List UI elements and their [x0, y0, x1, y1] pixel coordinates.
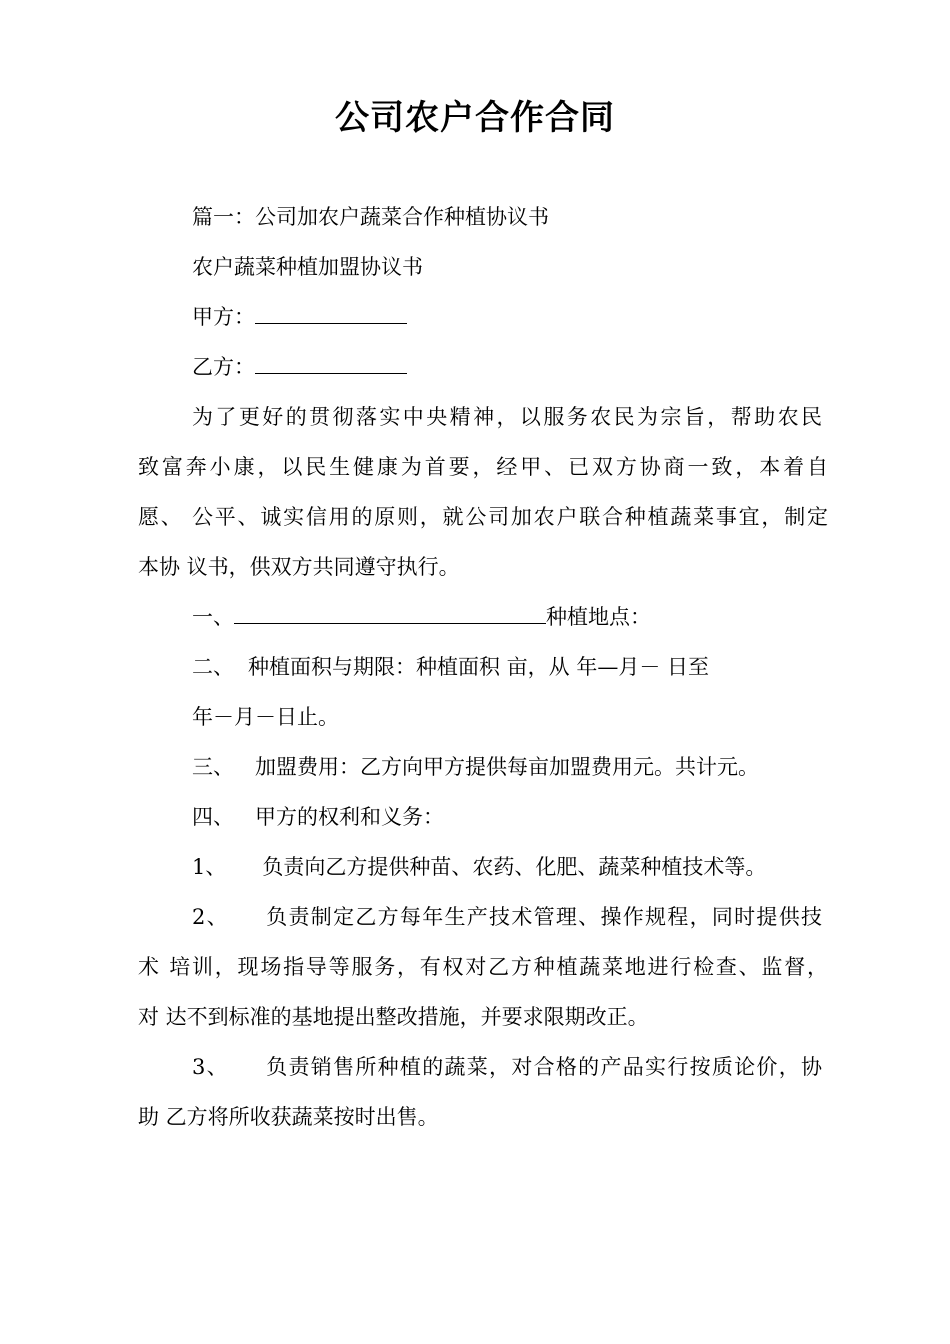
item-3	[192, 752, 759, 782]
sub-item-1	[192, 852, 766, 882]
heading-2: 农户蔬菜种植加盟协议书	[192, 255, 423, 279]
intro-line-3: 愿、 公平、诚实信用的原则，就公司加农户联合种植蔬菜事宜，制定	[138, 505, 828, 529]
item-2-continuation: 年－月－日止。	[192, 705, 339, 729]
sub-item-3-number: 3、	[192, 1055, 229, 1079]
item-1-blank	[234, 605, 546, 624]
sub-item-1-text: 负责向乙方提供种苗、农药、化肥、蔬菜种植技术等。	[262, 855, 767, 879]
party-b-blank	[255, 355, 407, 374]
intro-line-1: 为了更好的贯彻落实中央精神，以服务农民为宗旨，帮助农民	[192, 405, 822, 429]
sub-item-2-line-2: 术 培训，现场指导等服务，有权对乙方种植蔬菜地进行检查、监督，	[138, 955, 828, 979]
item-4-number: 四、	[192, 805, 234, 829]
item-3-number: 三、	[192, 755, 234, 779]
item-4-text: 甲方的权利和义务：	[255, 805, 444, 829]
sub-item-2-number: 2、	[192, 905, 229, 929]
sub-item-3-line-2: 助 乙方将所收获蔬菜按时出售。	[138, 1105, 439, 1129]
item-2-text: 种植面积与期限：种植面积 亩，从 年—月－ 日至	[248, 655, 710, 679]
sub-item-2-text: 负责制定乙方每年生产技术管理、操作规程，同时提供技	[264, 905, 822, 929]
heading-1: 篇一：公司加农户蔬菜合作种植协议书	[192, 205, 549, 229]
sub-item-2-line-3: 对 达不到标准的基地提出整改措施，并要求限期改正。	[138, 1005, 649, 1029]
item-1-suffix: 种植地点：	[546, 605, 651, 629]
item-2-number: 二、	[192, 655, 234, 679]
sub-item-1-number: 1、	[192, 855, 227, 879]
sub-item-3-text: 负责销售所种植的蔬菜，对合格的产品实行按质论价，协	[264, 1055, 822, 1079]
party-a-label: 甲方：	[192, 305, 255, 329]
intro-line-4: 本协 议书，供双方共同遵守执行。	[138, 555, 460, 579]
party-b-label: 乙方：	[192, 355, 255, 379]
sub-item-3	[192, 1052, 822, 1082]
party-b-line	[192, 352, 407, 382]
item-4	[192, 802, 444, 832]
document-title: 公司农户合作合同	[335, 98, 615, 138]
party-a-blank	[255, 305, 407, 324]
party-a-line	[192, 302, 407, 332]
item-1	[192, 602, 651, 632]
item-3-text: 加盟费用：乙方向甲方提供每亩加盟费用元。共计元。	[255, 755, 759, 779]
item-1-prefix: 一、	[192, 605, 234, 629]
item-2	[192, 652, 709, 682]
sub-item-2	[192, 902, 822, 932]
intro-line-2: 致富奔小康，以民生健康为首要，经甲、已双方协商一致，本着自	[138, 455, 828, 479]
